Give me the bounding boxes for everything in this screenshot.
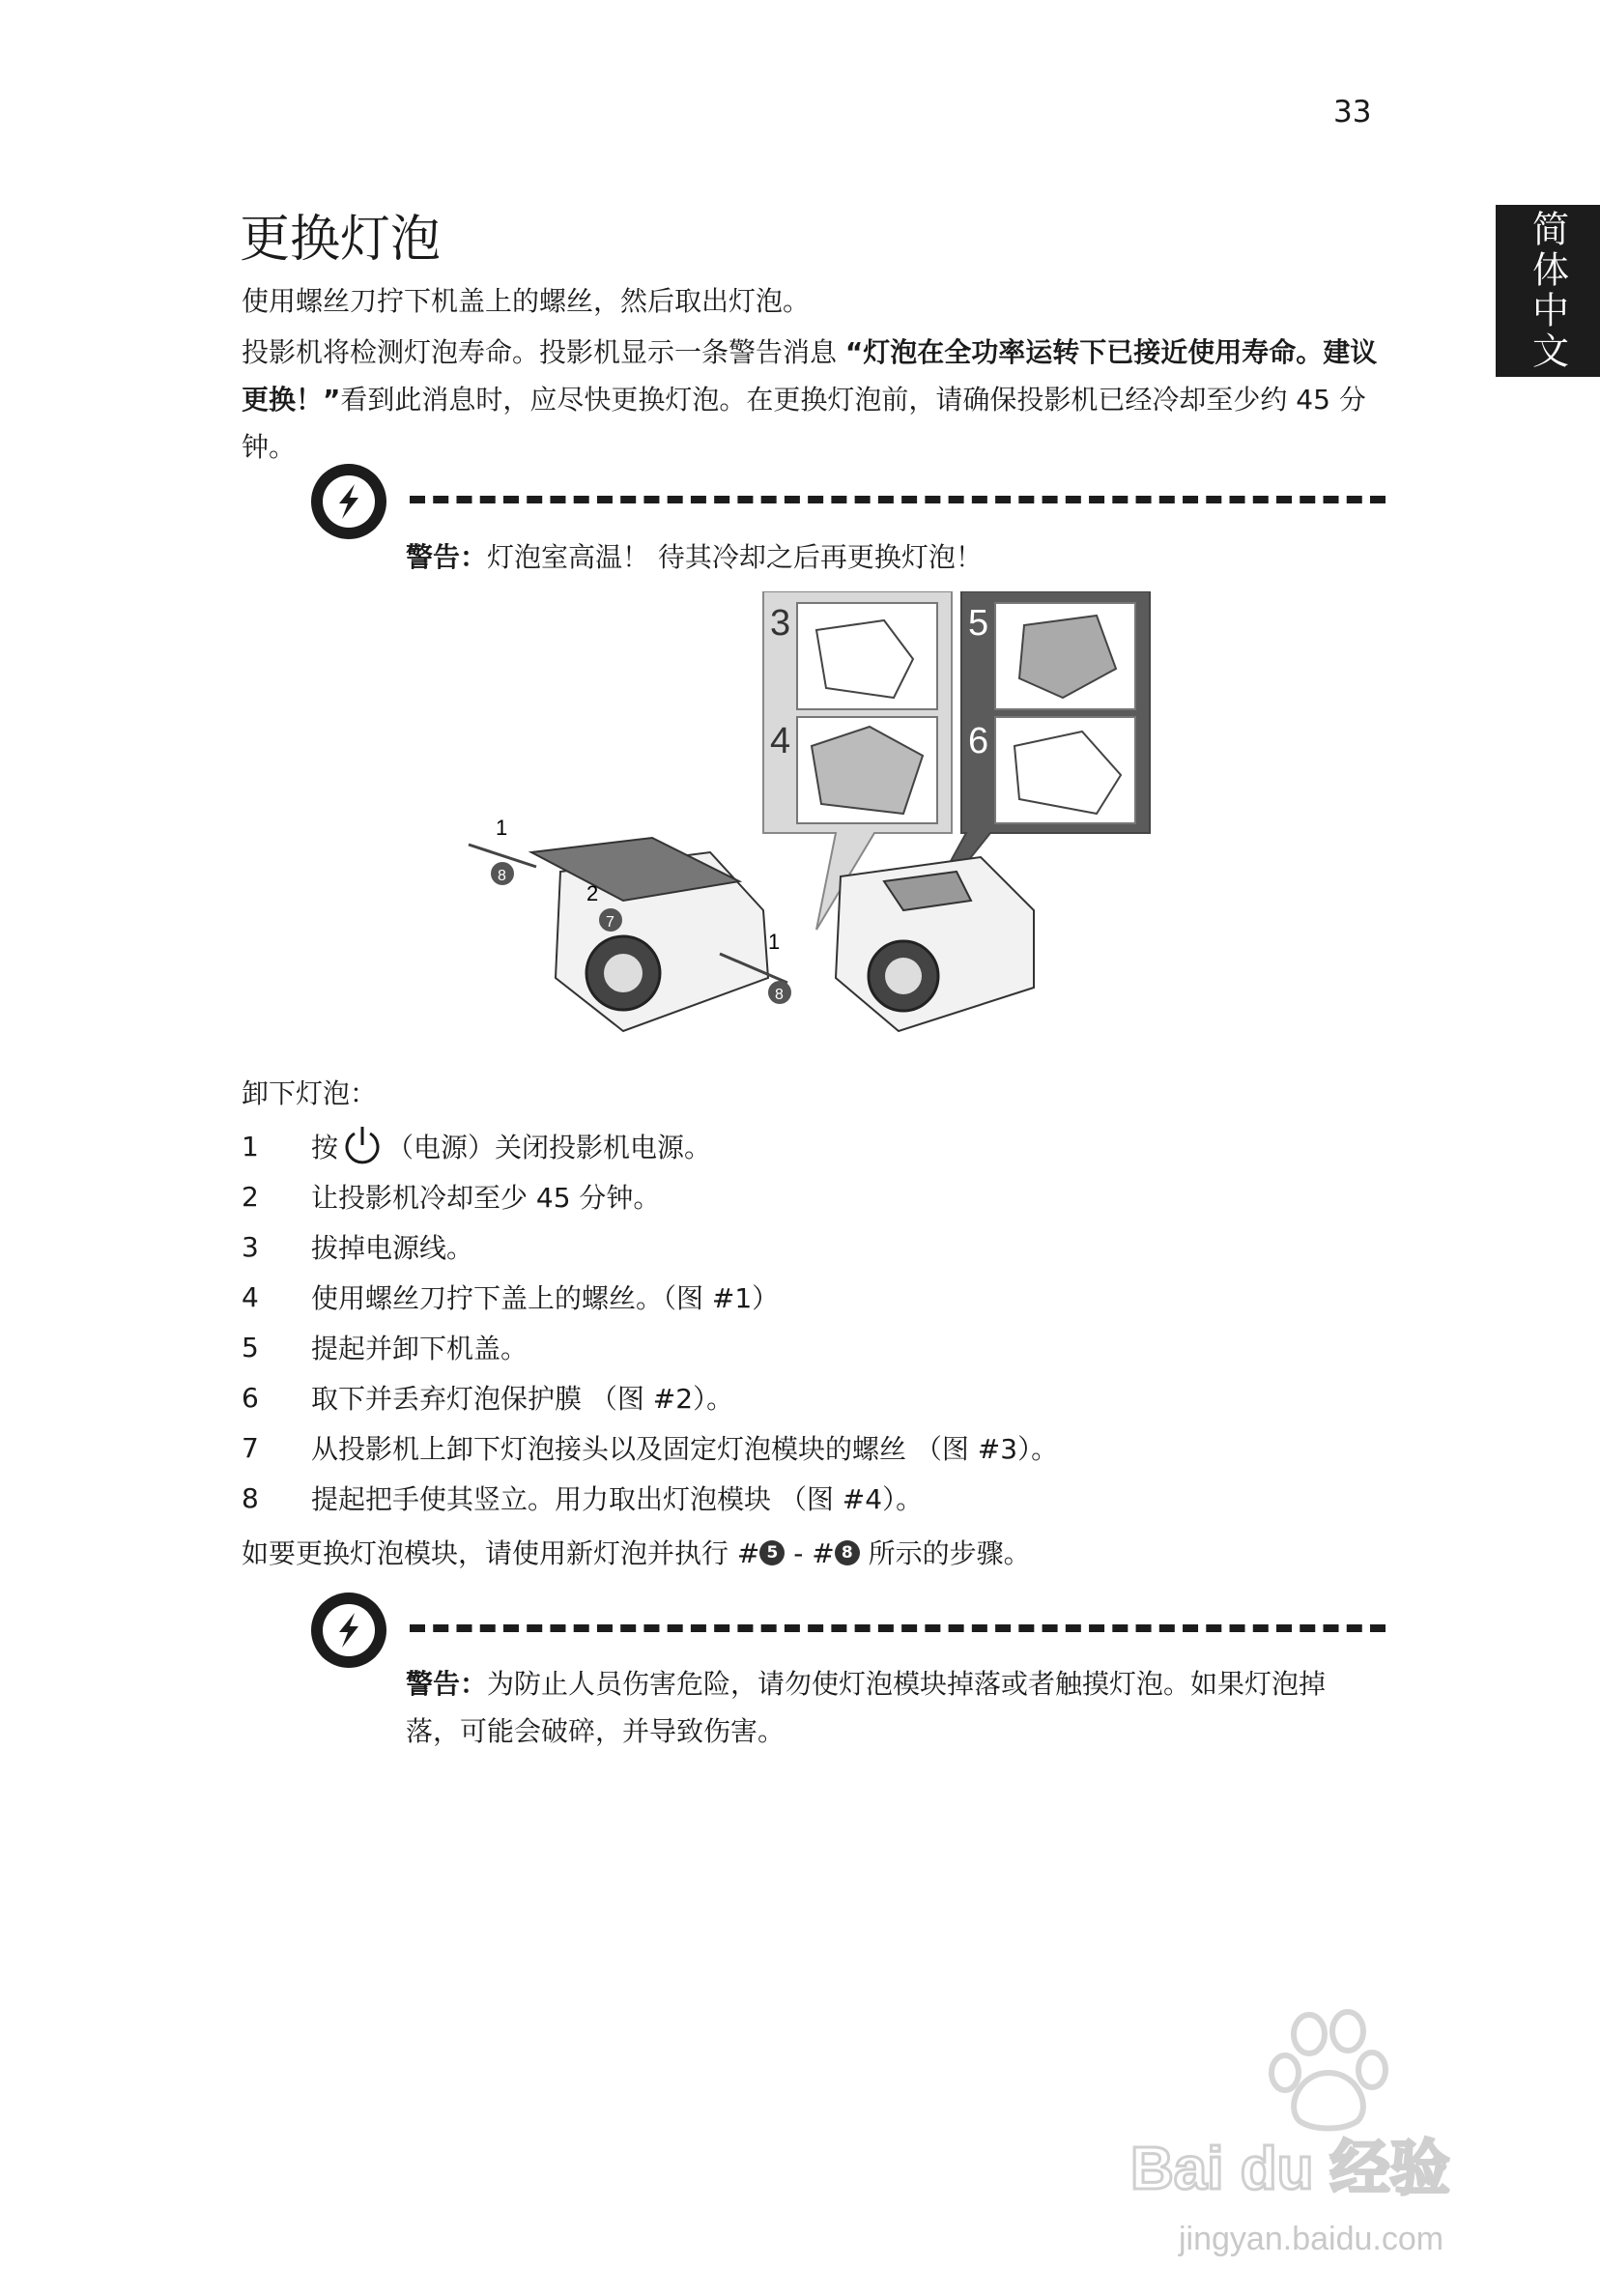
step-number: 8 <box>242 1481 259 1514</box>
circled-7: 7 <box>606 914 614 931</box>
page-number: 33 <box>1333 95 1372 129</box>
power-icon <box>340 1124 385 1168</box>
language-tab <box>1496 205 1600 377</box>
step-number: 3 <box>242 1230 259 1263</box>
step-text-after: （电源）关闭投影机电源。 <box>386 1132 712 1163</box>
step-text: 提起把手使其竖立。用力取出灯泡模块 （图 #4）。 <box>311 1483 924 1515</box>
list-item <box>242 1473 1382 1523</box>
step-text: 取下并丢弃灯泡保护膜 （图 #2）。 <box>311 1383 734 1415</box>
step-text: 使用螺丝刀拧下盖上的螺丝。（图 #1） <box>311 1282 780 1314</box>
warning-divider <box>410 1624 1386 1632</box>
step-text: 从投影机上卸下灯泡接头以及固定灯泡模块的螺丝 （图 #3）。 <box>311 1433 1059 1465</box>
baidu-watermark <box>1111 1991 1517 2281</box>
lamp-warning-message: “灯泡在全功率运转下已接近使用寿命。建议更换！” <box>242 336 1378 416</box>
step-text-before: 按 <box>311 1132 339 1163</box>
list-item <box>242 1372 1382 1422</box>
step-number: 7 <box>242 1431 259 1464</box>
warning-label: 警告： <box>406 1668 488 1700</box>
panel-number-3: 3 <box>770 603 791 644</box>
watermark-url: jingyan.baidu.com <box>1179 2221 1444 2257</box>
intro-paragraph: 使用螺丝刀拧下机盖上的螺丝，然后取出灯泡。 <box>242 285 811 317</box>
step-text: 提起并卸下机盖。 <box>311 1333 529 1364</box>
watermark-brand: Bai du 经验 <box>1130 2136 1450 2202</box>
note-text-1: 如要更换灯泡模块，请使用新灯泡并执行 # <box>242 1537 760 1569</box>
steps-list <box>242 1121 1382 1523</box>
step-number: 5 <box>242 1331 259 1363</box>
list-item <box>242 1422 1382 1473</box>
lamp-life-text-1: 投影机将检测灯泡寿命。投影机显示一条警告消息 <box>242 336 845 368</box>
step-number: 1 <box>242 1130 259 1162</box>
list-item <box>242 1121 1382 1171</box>
callout-2: 2 <box>586 881 599 905</box>
step-text: 拔掉电源线。 <box>311 1232 474 1264</box>
circled-8-bottom: 8 <box>775 987 784 1003</box>
step-number: 6 <box>242 1381 259 1414</box>
step-number: 2 <box>242 1180 259 1213</box>
remove-lamp-heading: 卸下灯泡： <box>242 1077 378 1109</box>
warning-drop-lamp <box>406 1660 1372 1755</box>
callout-1-top: 1 <box>496 816 508 840</box>
projector-with-cover <box>469 816 791 1031</box>
language-tab-label: 简体中文 <box>1526 210 1569 372</box>
lamp-life-text-2: 看到此消息时，应尽快更换灯泡。在更换灯泡前，请确保投影机已经冷却至少约 45 分钟。 <box>242 384 1366 463</box>
callout-1-bottom: 1 <box>768 930 781 954</box>
warning-label: 警告： <box>406 541 488 573</box>
list-item <box>242 1171 1382 1221</box>
warning-hot-lamp <box>406 533 1507 581</box>
projector-cover-removed <box>836 857 1034 1031</box>
step-text: 让投影机冷却至少 45 分钟。 <box>311 1182 661 1214</box>
panel-number-4: 4 <box>770 721 791 761</box>
note-text-2: - # <box>785 1537 835 1569</box>
warning-icon <box>311 464 386 539</box>
panel-number-5: 5 <box>968 603 989 644</box>
lamp-replacement-figure <box>430 591 1164 1036</box>
replace-lamp-note <box>242 1530 1031 1577</box>
warning-text: 为防止人员伤害危险，请勿使灯泡模块掉落或者触摸灯泡。如果灯泡掉落，可能会破碎，并导致伤害。 <box>406 1668 1327 1747</box>
paw-logo <box>1271 2012 1386 2129</box>
circled-step-5: 5 <box>759 1540 785 1565</box>
list-item <box>242 1322 1382 1372</box>
step-number: 4 <box>242 1280 259 1313</box>
circled-8-top: 8 <box>498 868 506 884</box>
warning-icon <box>311 1593 386 1668</box>
page-title: 更换灯泡 <box>240 211 442 269</box>
list-item <box>242 1221 1382 1272</box>
panel-number-6: 6 <box>968 721 989 761</box>
lamp-life-paragraph <box>242 329 1382 471</box>
warning-divider <box>410 496 1386 503</box>
circled-step-8: 8 <box>835 1540 860 1565</box>
list-item <box>242 1272 1382 1322</box>
warning-text: 灯泡室高温！ 待其冷却之后再更换灯泡！ <box>487 541 983 573</box>
note-text-3: 所示的步骤。 <box>859 1537 1031 1569</box>
